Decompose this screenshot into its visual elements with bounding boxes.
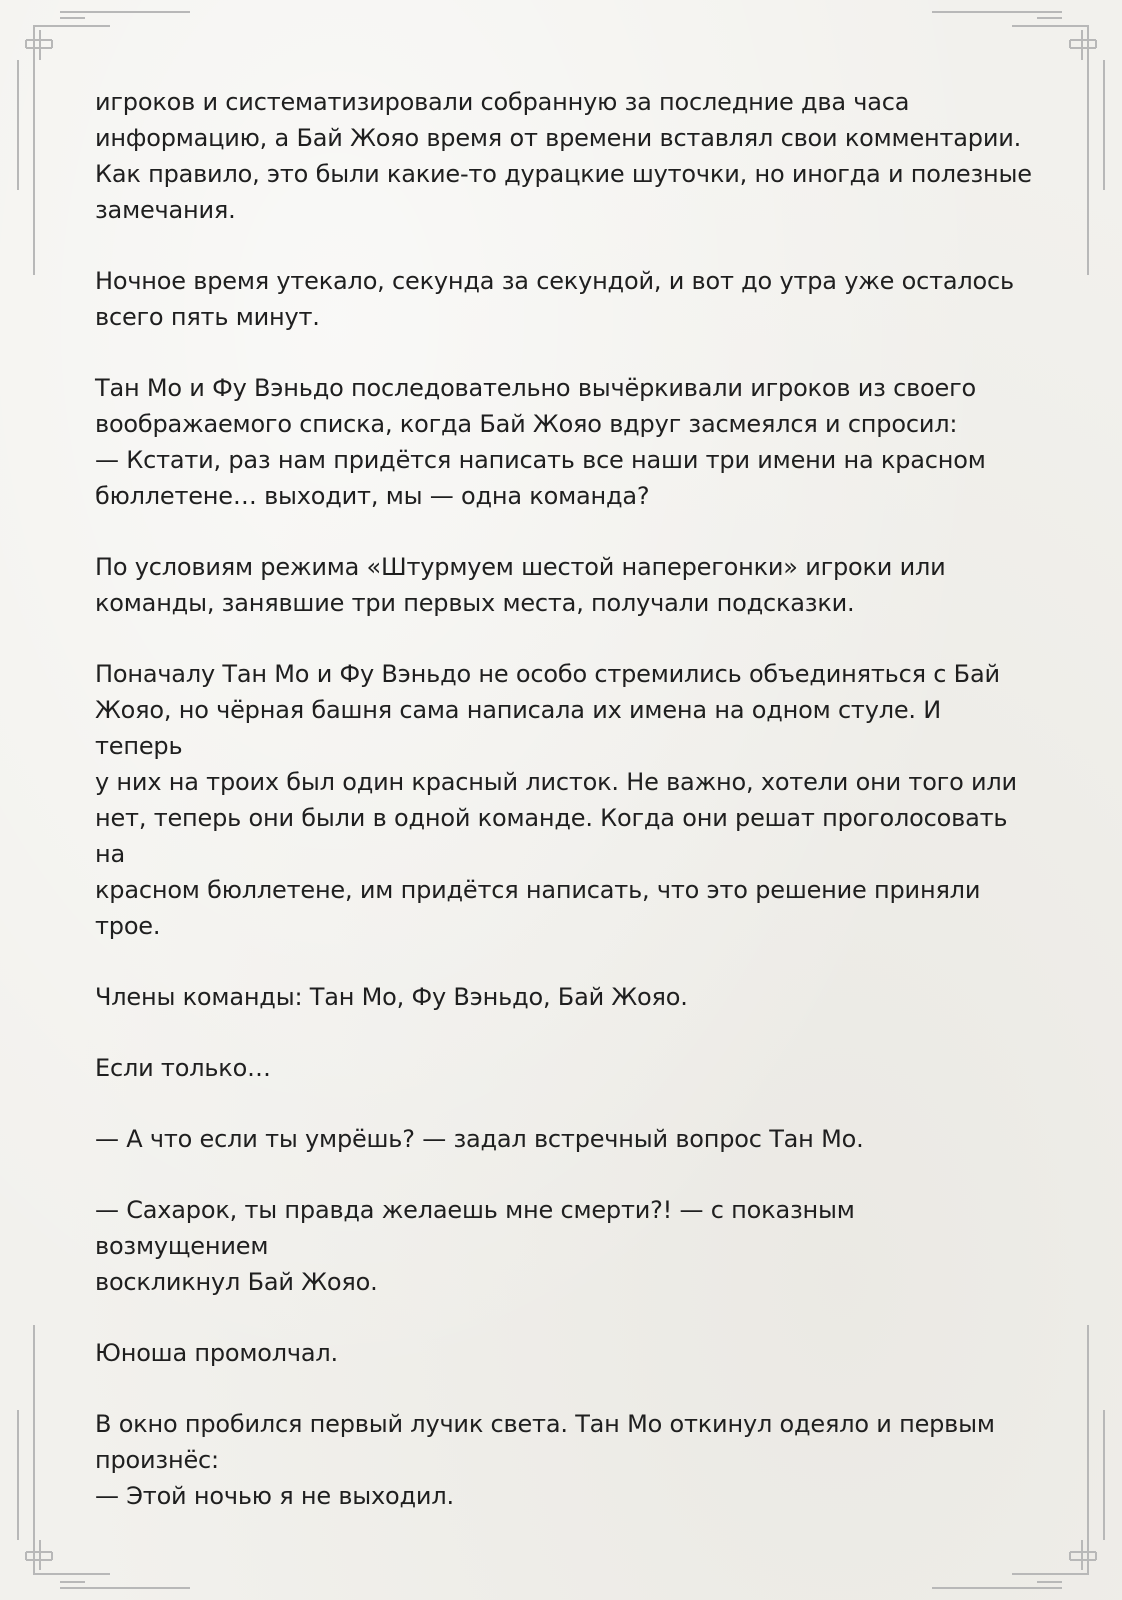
paragraph: В окно пробился первый лучик света. Тан Мо откинул одеяло и первым произнёс: — Этой ночью я не выходил.: [95, 1410, 995, 1510]
paragraph: — А что если ты умрёшь? — задал встречный вопрос Тан Мо.: [95, 1125, 864, 1153]
paragraph: Поначалу Тан Мо и Фу Вэньдо не особо стремились объединяться с Бай Жояо, но чёрная башня сама написала их имена на одном стуле. И теперь у них на троих был один красный листок. Не важно, хотели они того или нет, теперь они были в одной команде. Когда они решат проголосовать на красном бюллетене, им придётся написать, что это решение приняли трое.: [95, 660, 1017, 940]
document-body: [95, 84, 1035, 1549]
paragraph: Ночное время утекало, секунда за секундой, и вот до утра уже осталось всего пять минут.: [95, 267, 1014, 331]
paragraph: — Сахарок, ты правда желаешь мне смерти?! — с показным возмущением воскликнул Бай Жояо.: [95, 1196, 855, 1296]
paragraph: Если только…: [95, 1054, 271, 1082]
paragraph: Члены команды: Тан Мо, Фу Вэньдо, Бай Жояо.: [95, 983, 688, 1011]
paragraph: игроков и систематизировали собранную за последние два часа информацию, а Бай Жояо время от времени вставлял свои комментарии. Как правило, это были какие-то дурацкие шуточки, но иногда и полезные замечания.: [95, 88, 1032, 224]
paragraph: Тан Мо и Фу Вэньдо последовательно вычёркивали игроков из своего воображаемого списка, когда Бай Жояо вдруг засмеялся и спросил: — Кстати, раз нам придётся написать все наши три имени на красном бюллетене… выходит, мы — одна команда?: [95, 374, 986, 510]
paragraph: По условиям режима «Штурмуем шестой наперегонки» игроки или команды, занявшие три первых места, получали подсказки.: [95, 553, 946, 617]
paragraph: Юноша промолчал.: [95, 1339, 338, 1367]
